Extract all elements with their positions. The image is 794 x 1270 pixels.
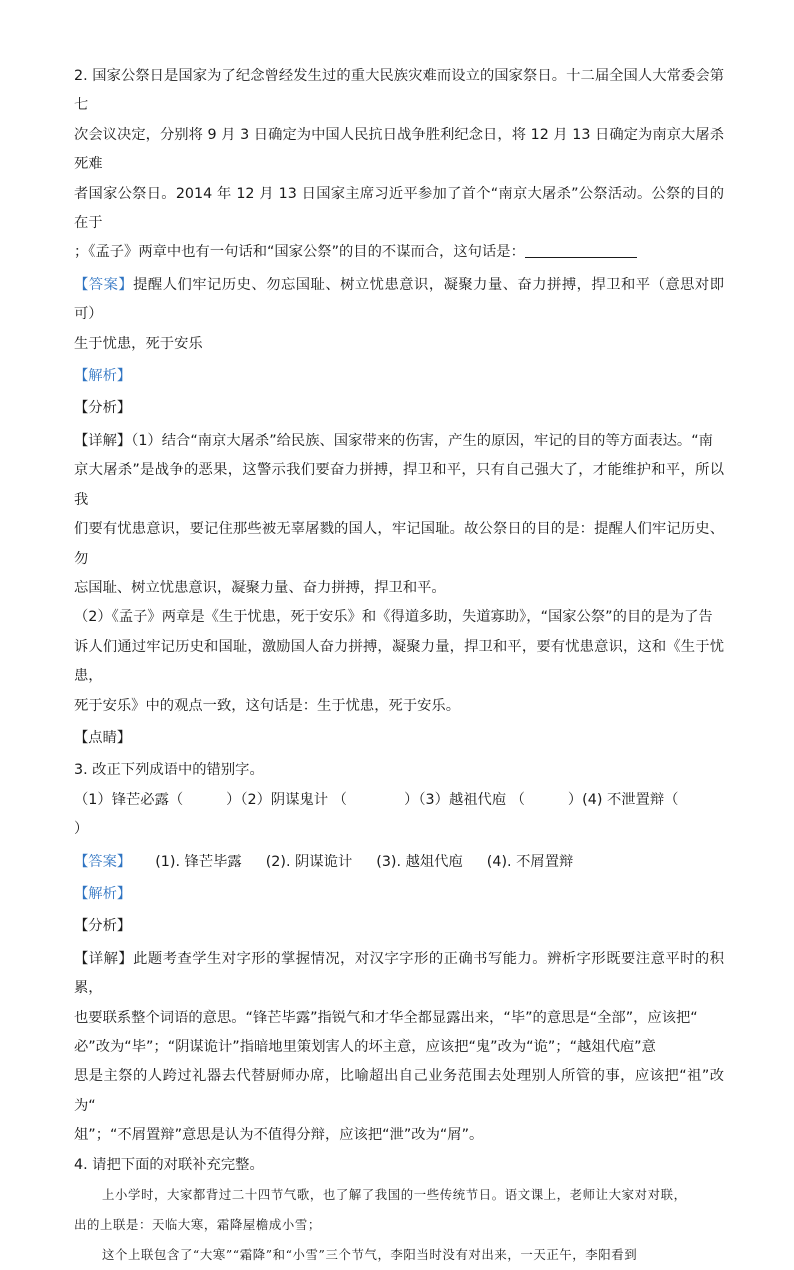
q2-fenxi (74, 394, 724, 423)
q3-answer-1: (1). 锋芒毕露 (155, 853, 242, 870)
q3-detail-line-3: 必”改为“毕”；“阴谋诡计”指暗地里策划害人的坏主意，应该把“鬼”改为“诡”；“越俎代庖”意 (74, 1039, 656, 1055)
document-page (74, 62, 724, 1270)
q2-detail-1-text: （1）结合“南京大屠杀”给民族、国家带来的伤害，产生的原因，牢记的目的等方面表达。“南 (131, 432, 713, 449)
q2-jiexi (74, 362, 724, 391)
q3-items-line-2: ） (74, 821, 89, 838)
fenxi-tag: 【分析】 (74, 918, 132, 935)
jiexi-tag: 【解析】 (74, 885, 132, 902)
q2-dianjing (74, 724, 724, 753)
q2-detail-2-line-2: 诉人们通过牢记历史和国耻，激励国人奋力拼搏，凝聚力量，捍卫和平，要有忧患意识，这和《生于忧患， (74, 638, 724, 685)
q2-detail-2-line-3: 死于安乐》中的观点一致，这句话是：生于忧患，死于安乐。 (74, 697, 461, 714)
q3-fenxi (74, 912, 724, 941)
q4-story-line-2: 出的上联是：天临大寒，霜降屋檐成小雪； (74, 1217, 321, 1233)
q2-stem-line-3: 者国家公祭日。2014 年 12 月 13 日国家主席习近平参加了首个“南京大屠杀”公祭活动。公祭的目的在于 (74, 185, 724, 232)
q2-stem-line-1: 2. 国家公祭日是国家为了纪念曾经发生过的重大民族灾难而设立的国家祭日。十二届全国人大常委会第七 (74, 68, 724, 114)
q2-answer-text: 提醒人们牢记历史、勿忘国耻、树立忧患意识，凝聚力量、奋力拼搏，捍卫和平（意思对即可） (74, 276, 725, 323)
q3-answer-3: (3). 越俎代庖 (376, 853, 463, 870)
q3-detail-line-2: 也要联系整个词语的意思。“锋芒毕露”指锐气和才华全都显露出来，“毕”的意思是“全部”，应该把“ (74, 1009, 698, 1026)
xiangjie-tag: 【详解】 (74, 432, 132, 449)
q3-answer-2: (2). 阴谋诡计 (265, 853, 353, 870)
q3-detail-line-1 (74, 945, 724, 1004)
fenxi-tag: 【分析】 (74, 400, 132, 417)
q2-detail-2-line-1: （2）《孟子》两章是《生于忧患，死于安乐》和《得道多助，失道寡助》，“国家公祭”的目的是为了告 (74, 609, 713, 626)
xiangjie-tag: 【详解】 (74, 950, 134, 967)
q2-detail-1-line-3: 们要有忧患意识，要记住那些被无辜屠戮的国人，牢记国耻。故公祭日的目的是：提醒人们牢记历史、勿 (74, 521, 724, 567)
answer-tag: 【答案】 (74, 853, 132, 870)
q2-detail-1-line-1 (74, 427, 724, 456)
q4-story-line-1: 上小学时，大家都背过二十四节气歌，也了解了我国的一些传统节日。语文课上，老师让大家对对联， (102, 1187, 687, 1203)
q3-detail-text: 此题考查学生对字形的掌握情况，对汉字字形的正确书写能力。辨析字形既要注意平时的积累， (74, 950, 725, 997)
q2-stem-line-4-text: ；《孟子》两章中也有一句话和“国家公祭”的目的不谋而合，这句话是： (74, 244, 525, 261)
answer-blank (525, 243, 637, 258)
q2-stem-line-2: 次会议决定，分别将 9 月 3 日确定为中国人民抗日战争胜利纪念日，将 12 月 13 日确定为南京大屠杀死难 (74, 126, 724, 173)
q3-answer (74, 848, 724, 877)
q3-jiexi (74, 880, 724, 909)
q2-stem-line-4 (74, 238, 724, 267)
answer-tag: 【答案】 (74, 276, 134, 293)
q2-answer-line-1 (74, 271, 724, 330)
q4-stem: 4. 请把下面的对联补充完整。 (74, 1156, 264, 1173)
q4-story-line-3: 这个上联包含了“大寒”“霜降”和“小雪”三个节气，李阳当时没有对出来，一天正午，李阳看到 (102, 1247, 638, 1263)
q3-detail-line-4: 思是主祭的人跨过礼器去代替厨师办席，比喻超出自己业务范围去处理别人所管的事，应该把“祖”改为“ (74, 1068, 724, 1114)
q3-answer-4: (4). 不屑置辩 (486, 853, 574, 870)
dianjing-tag: 【点睛】 (74, 729, 132, 746)
jiexi-tag: 【解析】 (74, 368, 132, 385)
q3-items-line-1: （1）锋芒必露（ ）（2）阴谋鬼计 （ ）（3）越祖代庖 （ ）(4) 不泄置辩（ (74, 791, 679, 808)
q2-answer-line-2: 生于忧患，死于安乐 (74, 335, 203, 352)
q3-detail-line-5: 俎”；“不屑置辩”意思是认为不值得分辩，应该把“泄”改为“屑”。 (74, 1127, 484, 1144)
q3-stem: 3. 改正下列成语中的错别字。 (74, 762, 264, 779)
q2-detail-1-line-4: 忘国耻、树立忧患意识，凝聚力量、奋力拼搏，捍卫和平。 (74, 579, 446, 596)
q2-detail-1-line-2: 京大屠杀”是战争的恶果，这警示我们要奋力拼搏，捍卫和平，只有自己强大了，才能维护和平，所以我 (74, 462, 724, 508)
